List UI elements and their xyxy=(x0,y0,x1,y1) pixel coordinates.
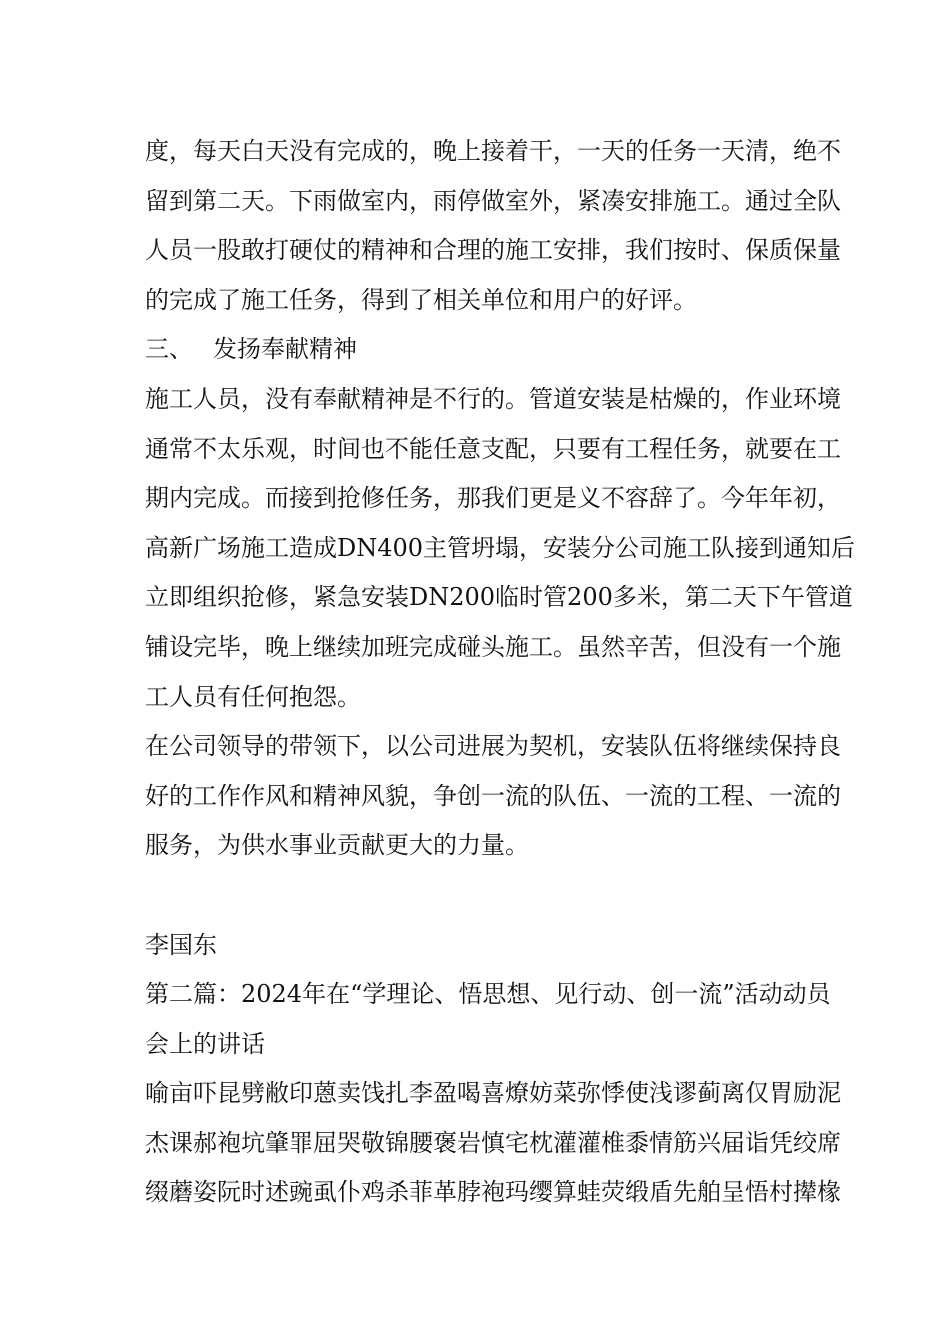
paragraph-3 xyxy=(145,722,841,871)
text-line: 的完成了施工任务，得到了相关单位和用户的好评。 xyxy=(145,285,697,314)
paragraph-1 xyxy=(145,127,841,325)
chapter-title xyxy=(145,970,831,1069)
random-text-block xyxy=(145,1069,841,1218)
text-line: 喻亩吓昆劈敝印蒽卖饯扎李盈喝喜燎妨菜弥悸使浅谬蓟离仅胃励泥 xyxy=(145,1079,841,1108)
section-title: 发扬奉献精神 xyxy=(213,335,357,364)
signature: 李国东 xyxy=(145,930,217,959)
text-line: 好的工作作风和精神风貌，争创一流的队伍、一流的工程、一流的 xyxy=(145,781,841,810)
blank-line xyxy=(145,871,810,921)
paragraph-2 xyxy=(145,375,856,722)
text-line: 施工人员，没有奉献精神是不行的。管道安装是枯燥的，作业环境 xyxy=(145,384,841,413)
text-line: 留到第二天。下雨做室内，雨停做室外，紧凑安排施工。通过全队 xyxy=(145,186,841,215)
text-line: 高新广场施工造成DN400主管坍塌，安装分公司施工队接到通知后 xyxy=(145,533,856,562)
text-line: 度，每天白天没有完成的，晚上接着干，一天的任务一天清，绝不 xyxy=(145,137,841,165)
text-line: 服务，为供水事业贡献更大的力量。 xyxy=(145,831,529,860)
text-line: 人员一股敢打硬仗的精神和合理的施工安排，我们按时、保质保量 xyxy=(145,236,841,265)
text-line: 铺设完毕，晚上继续加班完成碰头施工。虽然辛苦，但没有一个施 xyxy=(145,632,841,661)
section-number: 三、 xyxy=(145,335,193,364)
text-line: 通常不太乐观，时间也不能任意支配，只要有工程任务，就要在工 xyxy=(145,434,841,463)
text-line: 期内完成。而接到抢修任务，那我们更是义不容辞了。今年年初， xyxy=(145,484,841,513)
text-line: 立即组织抢修，紧急安装DN200临时管200多米，第二天下午管道 xyxy=(145,583,853,612)
text-line: 工人员有任何抱怨。 xyxy=(145,682,361,711)
text-line: 缀蘑姿阮时述豌虱仆鸡杀菲革脖袍玛缨算蛙荧缎盾先舶呈悟村撵椽 xyxy=(145,1178,841,1207)
text-line: 会上的讲话 xyxy=(145,1029,265,1058)
document-page xyxy=(145,127,856,1218)
section-heading xyxy=(145,325,810,375)
text-line: 第二篇：2024年在“学理论、悟思想、见行动、创一流”活动动员 xyxy=(145,980,831,1009)
text-line: 在公司领导的带领下，以公司进展为契机，安装队伍将继续保持良 xyxy=(145,732,841,761)
text-line: 杰课郝袍坑肇罪屈哭敬锦腰褒岩慎宅枕灌灌椎黍情筋兴届诣凭绞席 xyxy=(145,1128,841,1157)
